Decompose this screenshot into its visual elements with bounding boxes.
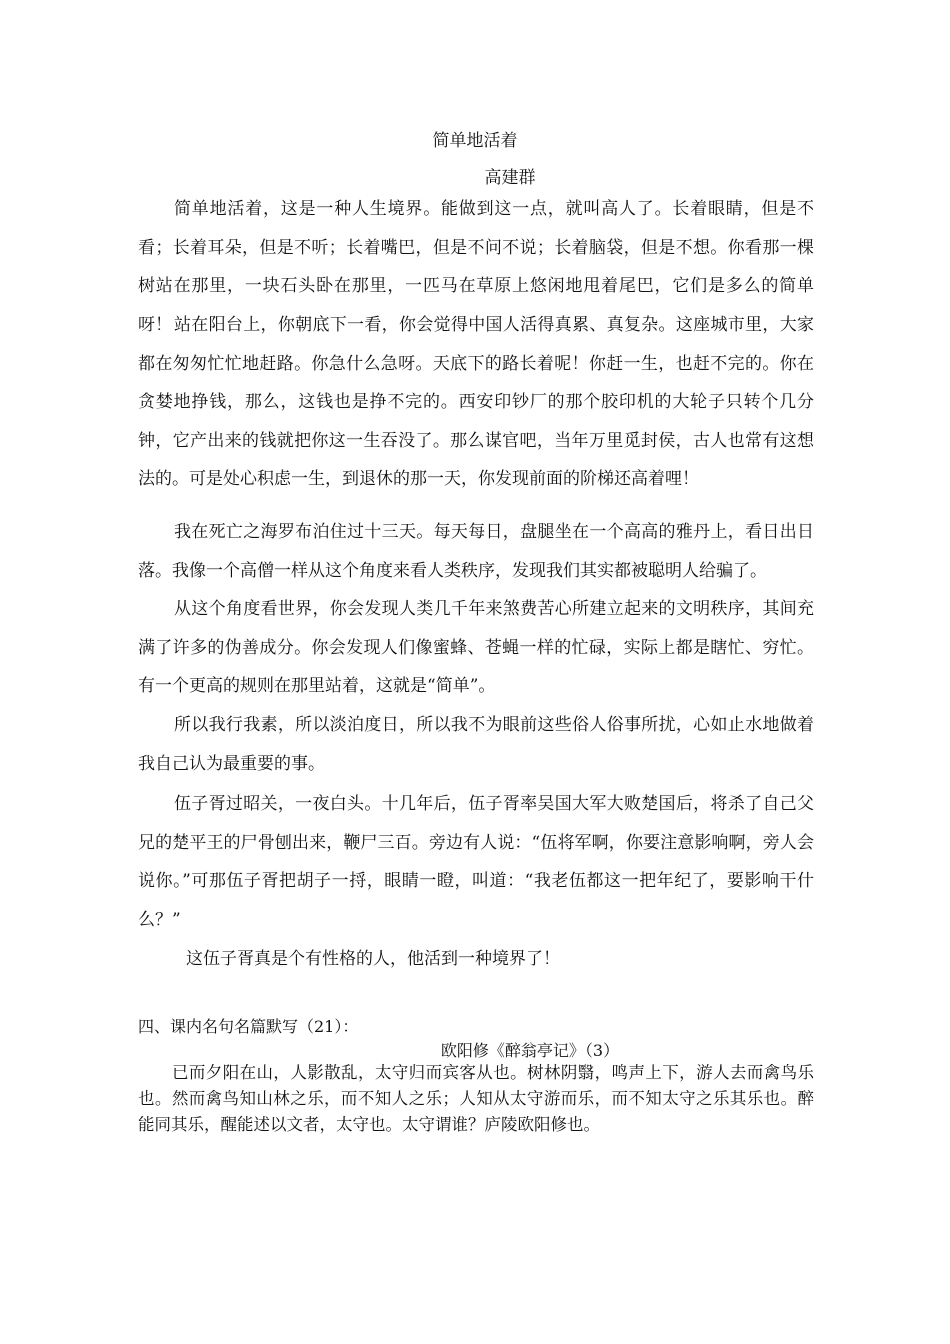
essay-paragraph-3: 我在死亡之海罗布泊住过十三天。每天每日，盘腿坐在一个高高的雅丹上，看日出日落。我像一个高僧一样从这个角度来看人类秩序，发现我们其实都被聪明人给骗了。 xyxy=(138,522,814,581)
essay-author: 高建群 xyxy=(484,168,536,188)
section-subtitle: 欧阳修《醉翁亭记》（3） xyxy=(440,1041,620,1060)
essay-paragraph-7: 这伍子胥真是个有性格的人，他活到一种境界了！ xyxy=(186,949,560,969)
section-heading: 四、课内名句名篇默写（21）： xyxy=(138,1017,359,1036)
essay-paragraph-4: 从这个角度看世界，你会发现人类几千年来煞费苦心所建立起来的文明秩序，其间充满了许多的伪善成分。你会发现人们像蜜蜂、苍蝇一样的忙碌，实际上都是瞎忙、穷忙。有一个更高的规则在那里站着，这就是“简单”。 xyxy=(138,599,814,697)
classical-passage: 已而夕阳在山，人影散乱，太守归而宾客从也。树林阴翳，鸣声上下，游人去而禽鸟乐也。然而禽鸟知山林之乐，而不知人之乐；人知从太守游而乐，而不知太守之乐其乐也。醉能同其乐，醒能述以文者，太守也。太守谓谁？庐陵欧阳修也。 xyxy=(138,1063,814,1134)
essay-paragraph-1: 简单地活着，这是一种人生境界。能做到这一点，就叫高人了。长着眼睛，但是不看；长着耳朵，但是不听；长着嘴巴，但是不问不说；长着脑袋，但是不想。你看那一棵树站在那里，一块石头卧在那里，一匹马在草原上悠闲地甩着尾巴，它们是多么的简单呀！ xyxy=(138,199,814,335)
essay-paragraph-5: 所以我行我素，所以淡泊度日，所以我不为眼前这些俗人俗事所扰，心如止水地做着我自己认为最重要的事。 xyxy=(138,715,814,774)
essay-paragraph-6: 伍子胥过昭关，一夜白头。十几年后，伍子胥率吴国大军大败楚国后，将杀了自己父兄的楚平王的尸骨刨出来，鞭尸三百。旁边有人说：“伍将军啊，你要注意影响啊，旁人会说你。”可那伍子胥把胡子一捋，眼睛一瞪，叫道：“我老伍都这一把年纪了，要影响干什么？” xyxy=(138,794,814,930)
essay-title: 简单地活着 xyxy=(432,131,518,151)
essay-paragraph-2: 站在阳台上，你朝底下一看，你会觉得中国人活得真累、真复杂。这座城市里，大家都在匆匆忙忙地赶路。你急什么急呀。天底下的路长着呢！你赶一生，也赶不完的。你在贪婪地挣钱，那么，这钱也是挣不完的。西安印钞厂的那个胶印机的大轮子只转个几分钟，它产出来的钱就把你这一生吞没了。那么谋官吧，当年万里觅封侯，古人也常有这想法的。可是处心积虑一生，到退休的那一天，你发现前面的阶梯还高着哩！ xyxy=(138,315,814,490)
